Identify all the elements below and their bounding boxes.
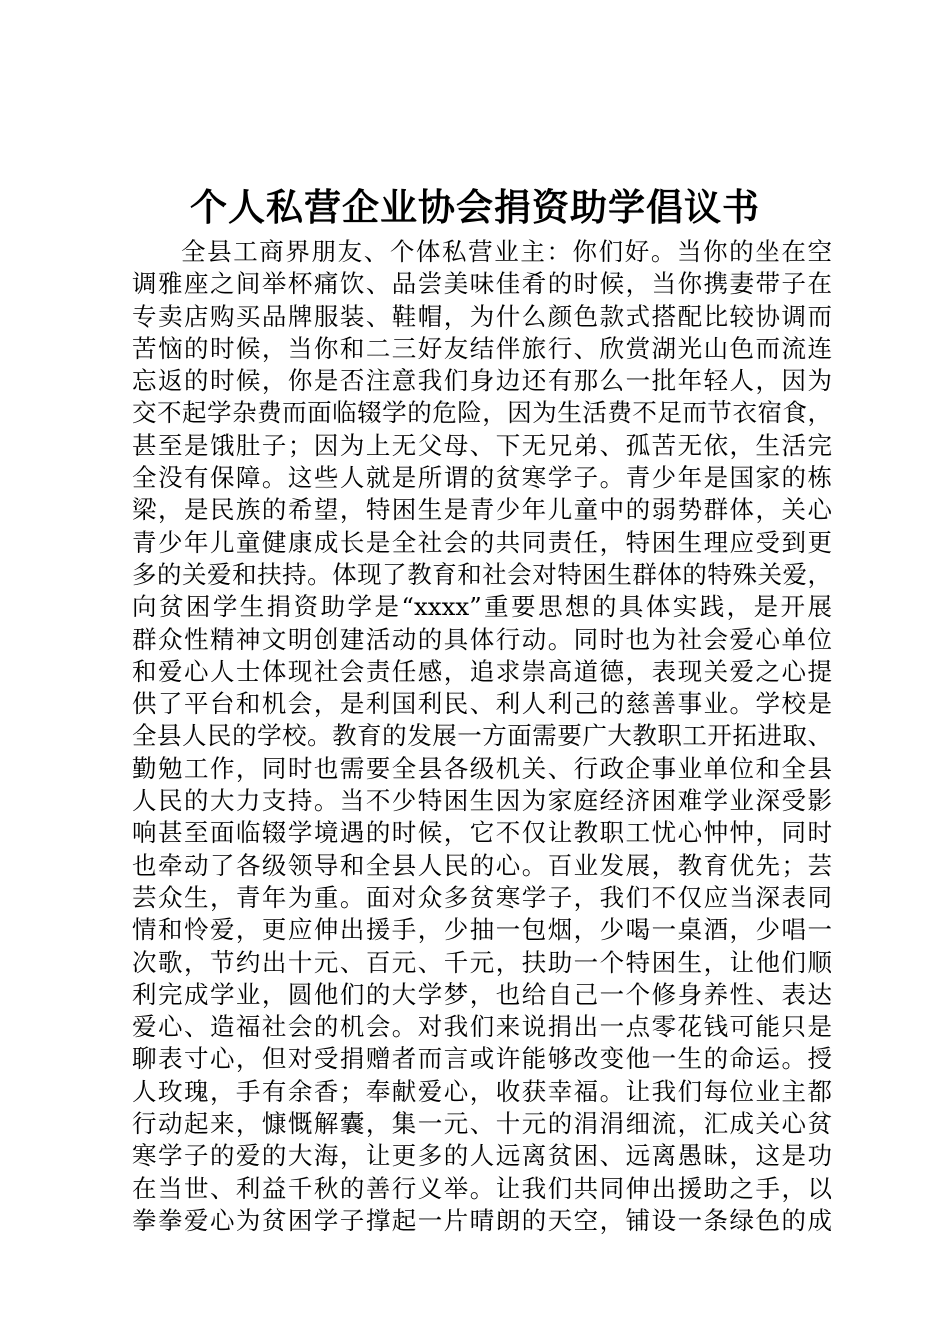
- body-text-line: 调雅座之间举杯痛饮、品尝美味佳肴的时候，当你携妻带子在: [132, 269, 832, 299]
- body-text-line: 芸众生，青年为重。面对众多贫寒学子，我们不仅应当深表同: [132, 882, 832, 912]
- body-text-line: 向贫困学生捐资助学是“xxxx”重要思想的具体实践，是开展: [132, 592, 832, 622]
- body-text-line: 利完成学业，圆他们的大学梦，也给自己一个修身养性、表达: [132, 979, 832, 1009]
- body-text-line: 专卖店购买品牌服装、鞋帽，为什么颜色款式搭配比较协调而: [132, 301, 832, 331]
- body-text-line: 聊表寸心，但对受捐赠者而言或许能够改变他一生的命运。授: [132, 1044, 832, 1074]
- body-text-line: 忘返的时候，你是否注意我们身边还有那么一批年轻人，因为: [132, 366, 832, 396]
- body-text-line: 也牵动了各级领导和全县人民的心。百业发展，教育优先；芸: [132, 850, 832, 880]
- body-text-line: 人玫瑰，手有余香；奉献爱心，收获幸福。让我们每位业主都: [132, 1076, 832, 1106]
- body-text-line: 全县工商界朋友、个体私营业主：你们好。当你的坐在空: [181, 237, 832, 266]
- body-text-line: 甚至是饿肚子；因为上无父母、下无兄弟、孤苦无依，生活完: [132, 430, 832, 460]
- body-text-line: 多的关爱和扶持。体现了教育和社会对特困生群体的特殊关爱，: [132, 559, 832, 589]
- body-text-line: 全没有保障。这些人就是所谓的贫寒学子。青少年是国家的栋: [132, 463, 832, 493]
- body-text-line: 行动起来，慷慨解囊，集一元、十元的涓涓细流，汇成关心贫: [132, 1109, 832, 1139]
- body-text-line: 次歌，节约出十元、百元、千元，扶助一个特困生，让他们顺: [132, 947, 832, 977]
- document-title: 个人私营企业协会捐资助学倡议书: [190, 186, 760, 229]
- body-text-line: 爱心、造福社会的机会。对我们来说捐出一点零花钱可能只是: [132, 1012, 832, 1042]
- body-text-line: 拳拳爱心为贫困学子撑起一片晴朗的天空，铺设一条绿色的成: [132, 1205, 832, 1235]
- body-text-line: 在当世、利益千秋的善行义举。让我们共同伸出援助之手，以: [132, 1173, 832, 1203]
- body-text-line: 寒学子的爱的大海，让更多的人远离贫困、远离愚昧，这是功: [132, 1141, 832, 1171]
- body-text-line: 全县人民的学校。教育的发展一方面需要广大教职工开拓进取、: [132, 721, 832, 751]
- body-text-line: 响甚至面临辍学境遇的时候，它不仅让教职工忧心忡忡，同时: [132, 818, 832, 848]
- body-text-line: 交不起学杂费而面临辍学的危险，因为生活费不足而节衣宿食，: [132, 398, 832, 428]
- body-text-line: 苦恼的时候，当你和二三好友结伴旅行、欣赏湖光山色而流连: [132, 333, 832, 363]
- body-text-line: 人民的大力支持。当不少特困生因为家庭经济困难学业深受影: [132, 786, 832, 816]
- document-body: [132, 236, 832, 1237]
- body-text-line: 勤勉工作，同时也需要全县各级机关、行政企事业单位和全县: [132, 753, 832, 783]
- body-text-line: 供了平台和机会，是利国利民、利人利己的慈善事业。学校是: [132, 689, 832, 719]
- body-text-line: 群众性精神文明创建活动的具体行动。同时也为社会爱心单位: [132, 624, 832, 654]
- body-text-line: 青少年儿童健康成长是全社会的共同责任，特困生理应受到更: [132, 527, 832, 557]
- body-text-line: 和爱心人士体现社会责任感，追求崇高道德，表现关爱之心提: [132, 656, 832, 686]
- body-text-line: 梁，是民族的希望，特困生是青少年儿童中的弱势群体，关心: [132, 495, 832, 525]
- body-text-line: 情和怜爱，更应伸出援手，少抽一包烟，少喝一桌酒，少唱一: [132, 915, 832, 945]
